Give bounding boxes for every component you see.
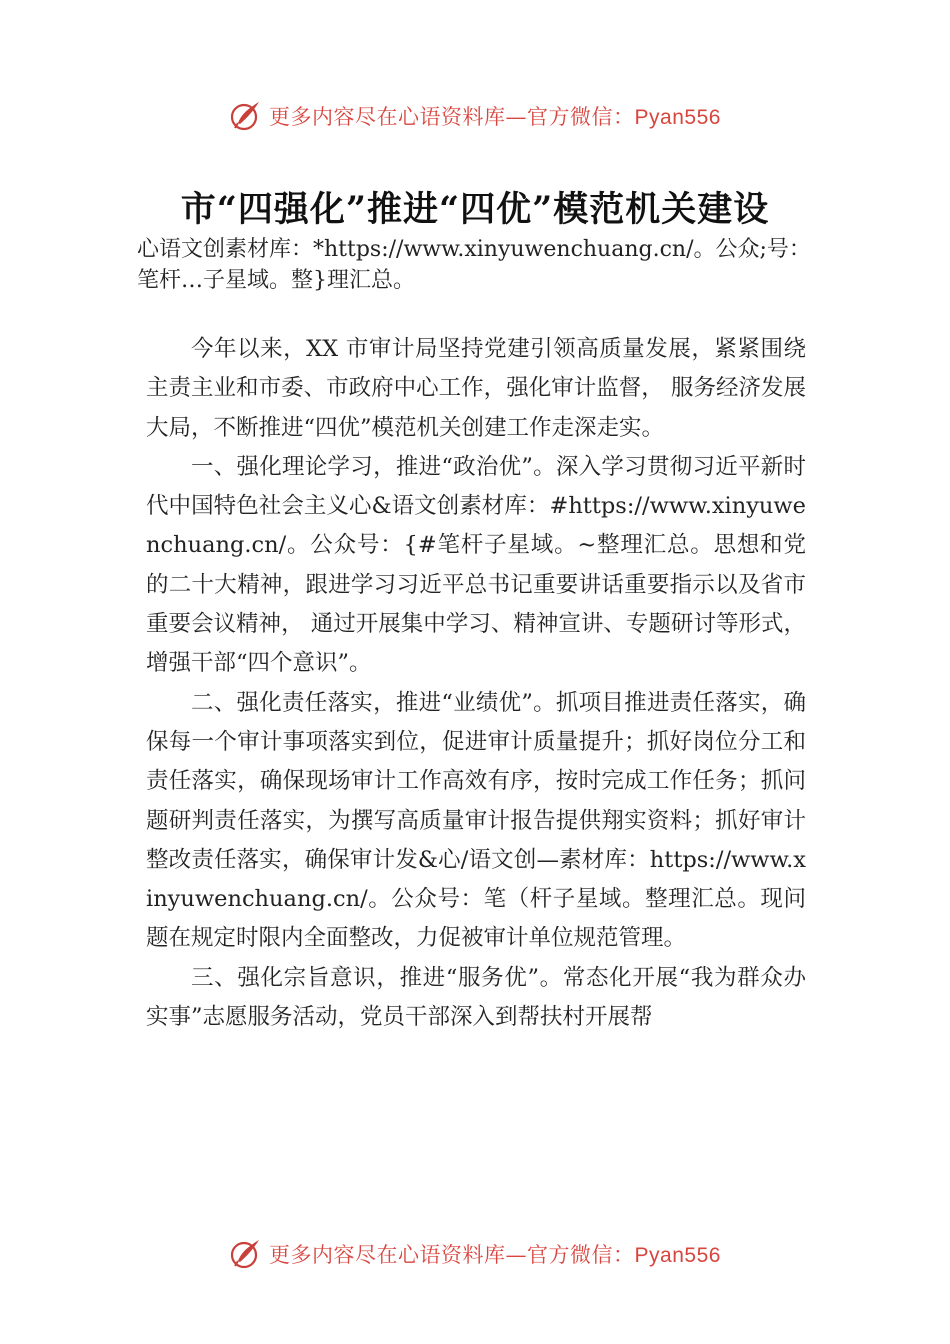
paragraph: 一、强化理论学习，推进“政治优”。深入学习贯彻习近平新时代中国特色社会主义心&语文创素材库：#https://www.xinyuwenchuang.cn/。公众号：{#笔杆子星域。~整理汇总。思想和党的二十大精神，跟进学习习近平总书记重要讲话重要指示以及省市重要会议精神， 通过开展集中学习、精神宣讲、专题研讨等形式，增强干部“四个意识”。 bbox=[146, 453, 806, 677]
watermark-footer bbox=[0, 1234, 950, 1274]
watermark-header bbox=[0, 96, 950, 136]
paragraph: 三、强化宗旨意识，推进“服务优”。常态化开展“我为群众办实事”志愿服务活动，党员干部深入到帮扶村开展帮 bbox=[146, 964, 806, 1031]
watermark-text: 更多内容尽在心语资料库—官方微信：Pyan556 bbox=[269, 105, 721, 129]
paragraph: 今年以来，XX 市审计局坚持党建引领高质量发展，紧紧围绕主责主业和市委、市政府中心工作，强化审计监督， 服务经济发展大局，不断推进“四优”模范机关创建工作走深走实。 bbox=[146, 336, 806, 441]
quill-pen-logo-icon bbox=[229, 1237, 263, 1271]
document-body bbox=[146, 330, 806, 1037]
document-title: 市“四强化”推进“四优”模范机关建设 bbox=[180, 189, 770, 230]
paragraph: 二、强化责任落实，推进“业绩优”。抓项目推进责任落实，确保每一个审计事项落实到位，促进审计质量提升；抓好岗位分工和责任落实，确保现场审计工作高效有序，按时完成工作任务；抓问题研判责任落实，为撰写高质量审计报告提供翔实资料；抓好审计整改责任落实，确保审计发&心/语文创—素材库：https://www.xinyuwenchuang.cn/。公众号：笔（杆子星域。整理汇总。现问题在规定时限内全面整改，力促被审计单位规范管理。 bbox=[146, 689, 806, 952]
source-note: 心语文创素材库：*https://www.xinyuwenchuang.cn/。公众;号：笔杆…子星域。整}理汇总。 bbox=[137, 237, 811, 293]
quill-pen-logo-icon bbox=[229, 99, 263, 133]
watermark-text: 更多内容尽在心语资料库—官方微信：Pyan556 bbox=[269, 1243, 721, 1267]
